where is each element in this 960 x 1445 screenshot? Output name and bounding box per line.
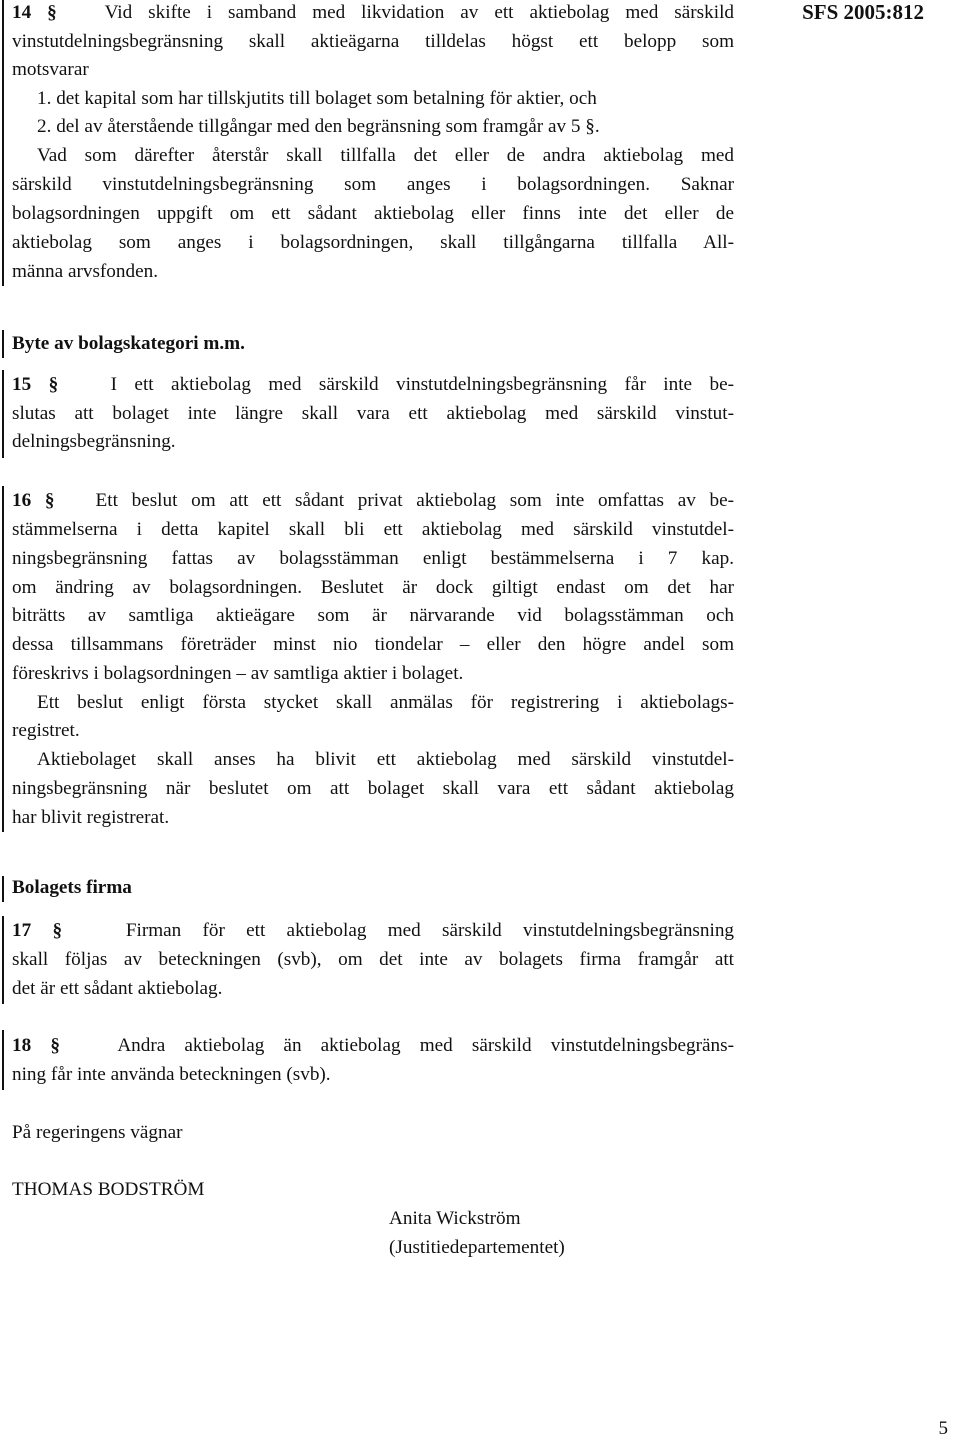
sfs-number: SFS 2005:812 <box>802 0 924 24</box>
sec16-line-10: Aktiebolaget skall anses ha blivit ett aktiebolag med särskild vinstutdel- <box>37 749 734 770</box>
change-bar <box>2 1030 4 1090</box>
sec16-line-8: Ett beslut enligt första stycket skall anmälas för registrering i aktiebolags- <box>37 692 734 713</box>
change-bar <box>2 876 4 902</box>
sec18-line-2: ning får inte använda beteckningen (svb). <box>12 1064 331 1085</box>
sec17-line-1: 17 § Firman för ett aktiebolag med särskild vinstutdelningsbegränsning <box>12 920 735 941</box>
sec16-line-3: ningsbegränsning fattas av bolagsstämman enligt bestämmelserna i 7 kap. <box>12 548 734 569</box>
sec14-item-1: 1. det kapital som har tillskjutits till bolaget som betalning för aktier, och <box>37 88 597 109</box>
sec16-line-9: registret. <box>12 720 80 741</box>
official-name: Anita Wickström <box>389 1208 521 1229</box>
on-behalf-line: På regeringens vägnar <box>12 1122 183 1143</box>
sec15-line-2: slutas att bolaget inte längre skall vara ett aktiebolag med särskild vinstut- <box>12 403 734 424</box>
sec14-line-3: motsvarar <box>12 59 89 80</box>
sec14-line-7: särskild vinstutdelningsbegränsning som anges i bolagsordningen. Saknar <box>12 174 734 195</box>
sec14-line-1: 14 § Vid skifte i samband med likvidation av ett aktiebolag med särskild <box>12 2 734 23</box>
sec15-line-1: 15 § I ett aktiebolag med särskild vinstutdelningsbegränsning får inte be- <box>12 374 735 395</box>
sec16-line-6: dessa tillsammans företräder minst nio tiondelar – eller den högre andel som <box>12 634 734 655</box>
sec17-number: 17 § <box>12 920 63 941</box>
sec14-line-9: aktiebolag som anges i bolagsordningen, skall tillgångarna tillfalla All- <box>12 232 734 253</box>
department-name: (Justitiedepartementet) <box>389 1237 565 1258</box>
sec14-line-6: Vad som därefter återstår skall tillfalla det eller de andra aktiebolag med <box>37 145 734 166</box>
sec16-line-1: 16 § Ett beslut om att ett sådant privat aktiebolag som inte omfattas av be- <box>12 490 734 511</box>
change-bar <box>2 916 4 1004</box>
page-number: 5 <box>938 1418 948 1439</box>
section-heading: Byte av bolagskategori m.m. <box>12 333 245 354</box>
sec17-line-2: skall följas av beteckningen (svb), om det inte av bolagets firma framgår att <box>12 949 734 970</box>
sec16-line-12: har blivit registrerat. <box>12 807 170 828</box>
sec18-line-1: 18 § Andra aktiebolag än aktiebolag med särskild vinstutdelningsbegräns- <box>12 1035 735 1056</box>
sec15-line-3: delningsbegränsning. <box>12 431 176 452</box>
sec14-line-10: männa arvsfonden. <box>12 261 158 282</box>
sec16-line-4: om ändring av bolagsordningen. Beslutet är dock giltigt endast om det har <box>12 577 734 598</box>
sec14-line-2: vinstutdelningsbegränsning skall aktieägarna tilldelas högst ett belopp som <box>12 31 734 52</box>
sec14-number: 14 § <box>12 2 57 23</box>
section-heading: Bolagets firma <box>12 877 132 898</box>
sec15-number: 15 § <box>12 374 59 395</box>
sec14-item-2: 2. del av återstående tillgångar med den begränsning som framgår av 5 §. <box>37 116 600 137</box>
change-bar <box>2 0 4 286</box>
sec16-line-2: stämmelserna i detta kapitel skall bli ett aktiebolag med särskild vinstutdel- <box>12 519 734 540</box>
change-bar <box>2 370 4 458</box>
change-bar <box>2 330 4 358</box>
sec18-number: 18 § <box>12 1035 60 1056</box>
sec16-line-7: föreskrivs i bolagsordningen – av samtliga aktier i bolaget. <box>12 663 464 684</box>
change-bar <box>2 486 4 832</box>
minister-name: THOMAS BODSTRÖM <box>12 1179 205 1200</box>
sec14-line-8: bolagsordningen uppgift om ett sådant aktiebolag eller finns inte det eller de <box>12 203 734 224</box>
sec16-line-5: biträtts av samtliga aktieägare som är närvarande vid bolagsstämman och <box>12 605 734 626</box>
sec17-line-3: det är ett sådant aktiebolag. <box>12 978 223 999</box>
sec16-line-11: ningsbegränsning när beslutet om att bolaget skall vara ett sådant aktiebolag <box>12 778 734 799</box>
sec16-number: 16 § <box>12 490 55 511</box>
